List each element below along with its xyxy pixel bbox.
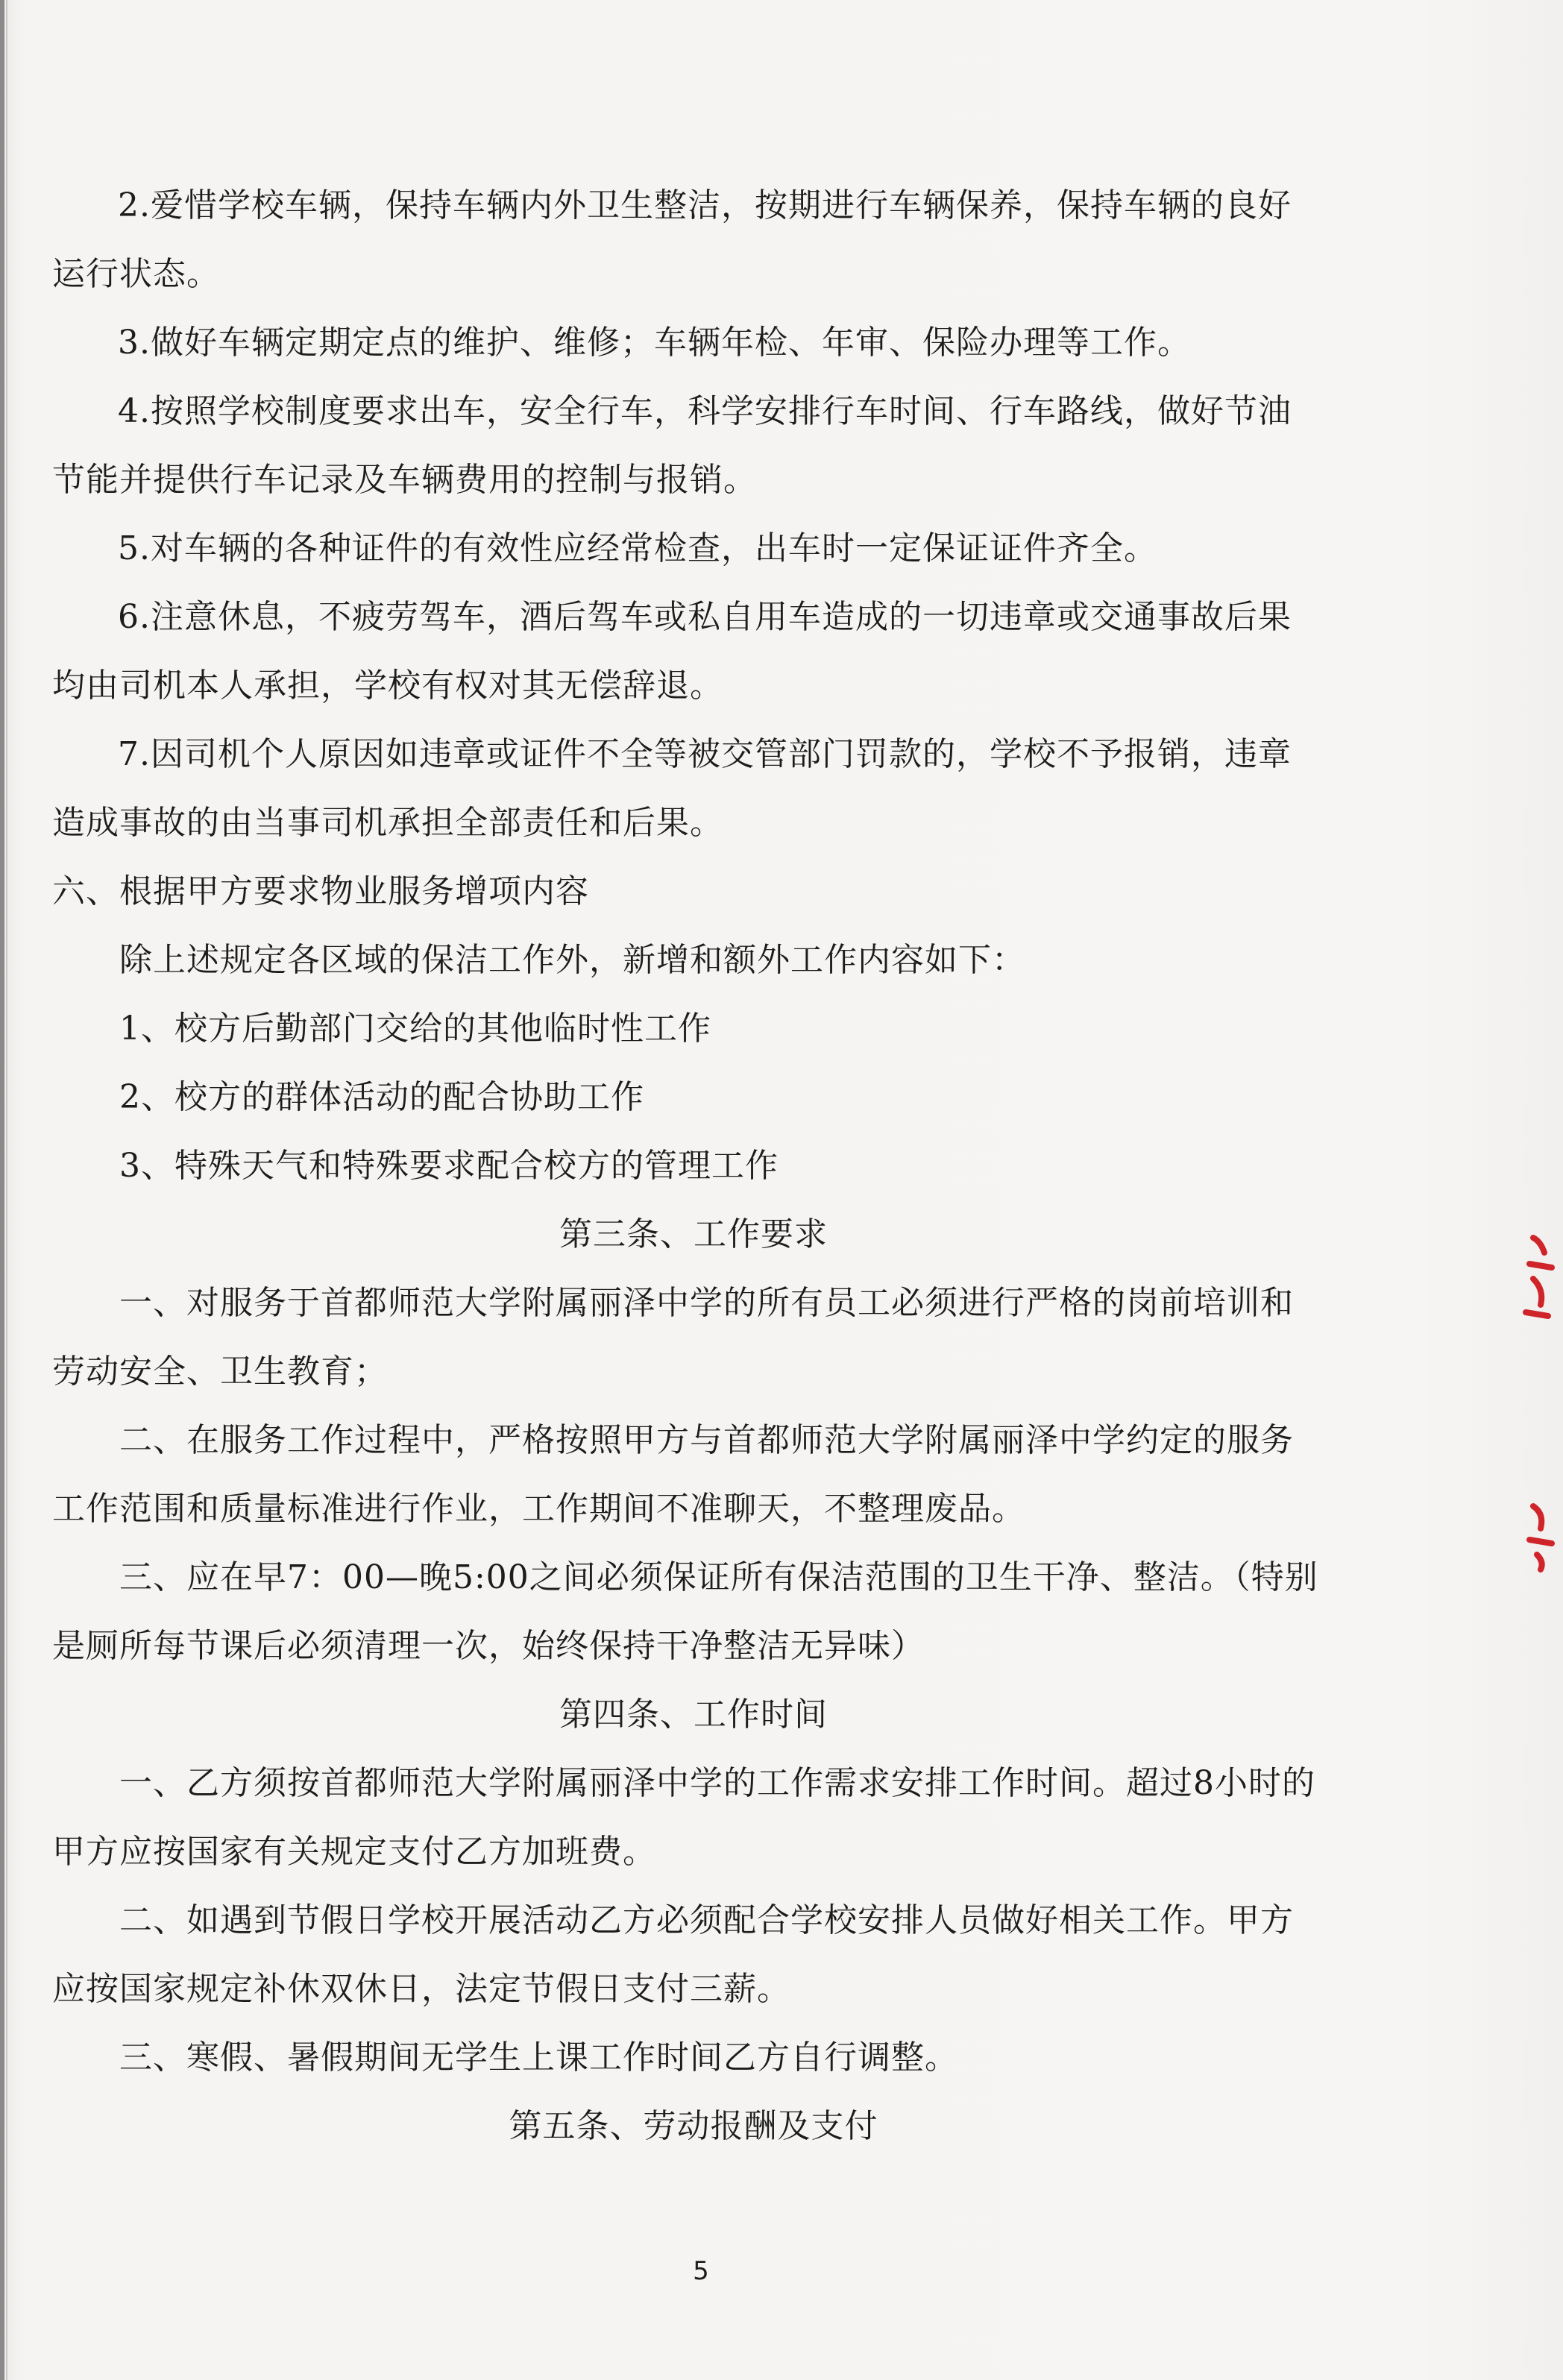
paragraph-line: 二、在服务工作过程中，严格按照甲方与首都师范大学附属丽泽中学约定的服务 (119, 1421, 1294, 1459)
list-item: 3、特殊天气和特殊要求配合校方的管理工作 (119, 1147, 779, 1185)
paragraph-line: 三、寒假、暑假期间无学生上课工作时间乙方自行调整。 (119, 2039, 958, 2077)
paragraph-line: 甲方应按国家有关规定支付乙方加班费。 (52, 1833, 656, 1871)
paragraph-line: 一、乙方须按首都师范大学附属丽泽中学的工作需求安排工作时间。超过8小时的 (119, 1764, 1315, 1802)
paragraph-line: 6.注意休息，不疲劳驾车，酒后驾车或私自用车造成的一切违章或交通事故后果 (118, 598, 1292, 636)
paragraph-line: 应按国家规定补休双休日，法定节假日支付三薪。 (52, 1970, 790, 2008)
article-heading: 第五条、劳动报酬及支付 (509, 2107, 878, 2145)
paragraph-line: 运行状态。 (52, 255, 220, 293)
paragraph-line: 7.因司机个人原因如违章或证件不全等被交管部门罚款的，学校不予报销，违章 (118, 735, 1292, 773)
paragraph-line: 劳动安全、卫生教育； (52, 1353, 388, 1391)
paragraph-line: 均由司机本人承担，学校有权对其无偿辞退。 (52, 667, 723, 705)
paragraph-line: 一、对服务于首都师范大学附属丽泽中学的所有员工必须进行严格的岗前培训和 (119, 1284, 1294, 1322)
paragraph-line: 4.按照学校制度要求出车，安全行车，科学安排行车时间、行车路线，做好节油 (118, 392, 1292, 430)
paragraph-line: 造成事故的由当事司机承担全部责任和后果。 (52, 804, 723, 842)
article-heading: 第四条、工作时间 (559, 1696, 828, 1734)
paragraph-line: 2.爱惜学校车辆，保持车辆内外卫生整洁，按期进行车辆保养，保持车辆的良好 (118, 186, 1292, 224)
paragraph-line: 是厕所每节课后必须清理一次，始终保持干净整洁无异味） (52, 1627, 925, 1665)
paragraph-line: 5.对车辆的各种证件的有效性应经常检查，出车时一定保证证件齐全。 (118, 529, 1157, 567)
paragraph-line: 三、应在早7：00—晚5:00之间必须保证所有保洁范围的卫生干净、整洁。（特别 (119, 1558, 1318, 1596)
paragraph-line: 3.做好车辆定期定点的维护、维修；车辆年检、年审、保险办理等工作。 (118, 324, 1191, 362)
document-body (52, 171, 1335, 2161)
list-item: 2、校方的群体活动的配合协助工作 (119, 1078, 644, 1116)
section-heading: 六、根据甲方要求物业服务增项内容 (52, 872, 589, 910)
paragraph-line: 二、如遇到节假日学校开展活动乙方必须配合学校安排人员做好相关工作。甲方 (119, 1901, 1294, 1939)
paragraph-line: 节能并提供行车记录及车辆费用的控制与报销。 (52, 461, 757, 499)
seal-fragment (1511, 1223, 1563, 1335)
binding-edge-shadow (6, 0, 7, 2380)
paragraph-line: 工作范围和质量标准进行作业，工作期间不准聊天，不整理废品。 (52, 1490, 1025, 1528)
seal-fragment (1511, 1491, 1563, 1581)
article-heading: 第三条、工作要求 (559, 1215, 828, 1253)
paragraph-line: 除上述规定各区域的保洁工作外，新增和额外工作内容如下： (119, 941, 1025, 979)
binding-edge (0, 0, 4, 2380)
page-number: 5 (693, 2256, 709, 2286)
list-item: 1、校方后勤部门交给的其他临时性工作 (119, 1010, 711, 1048)
